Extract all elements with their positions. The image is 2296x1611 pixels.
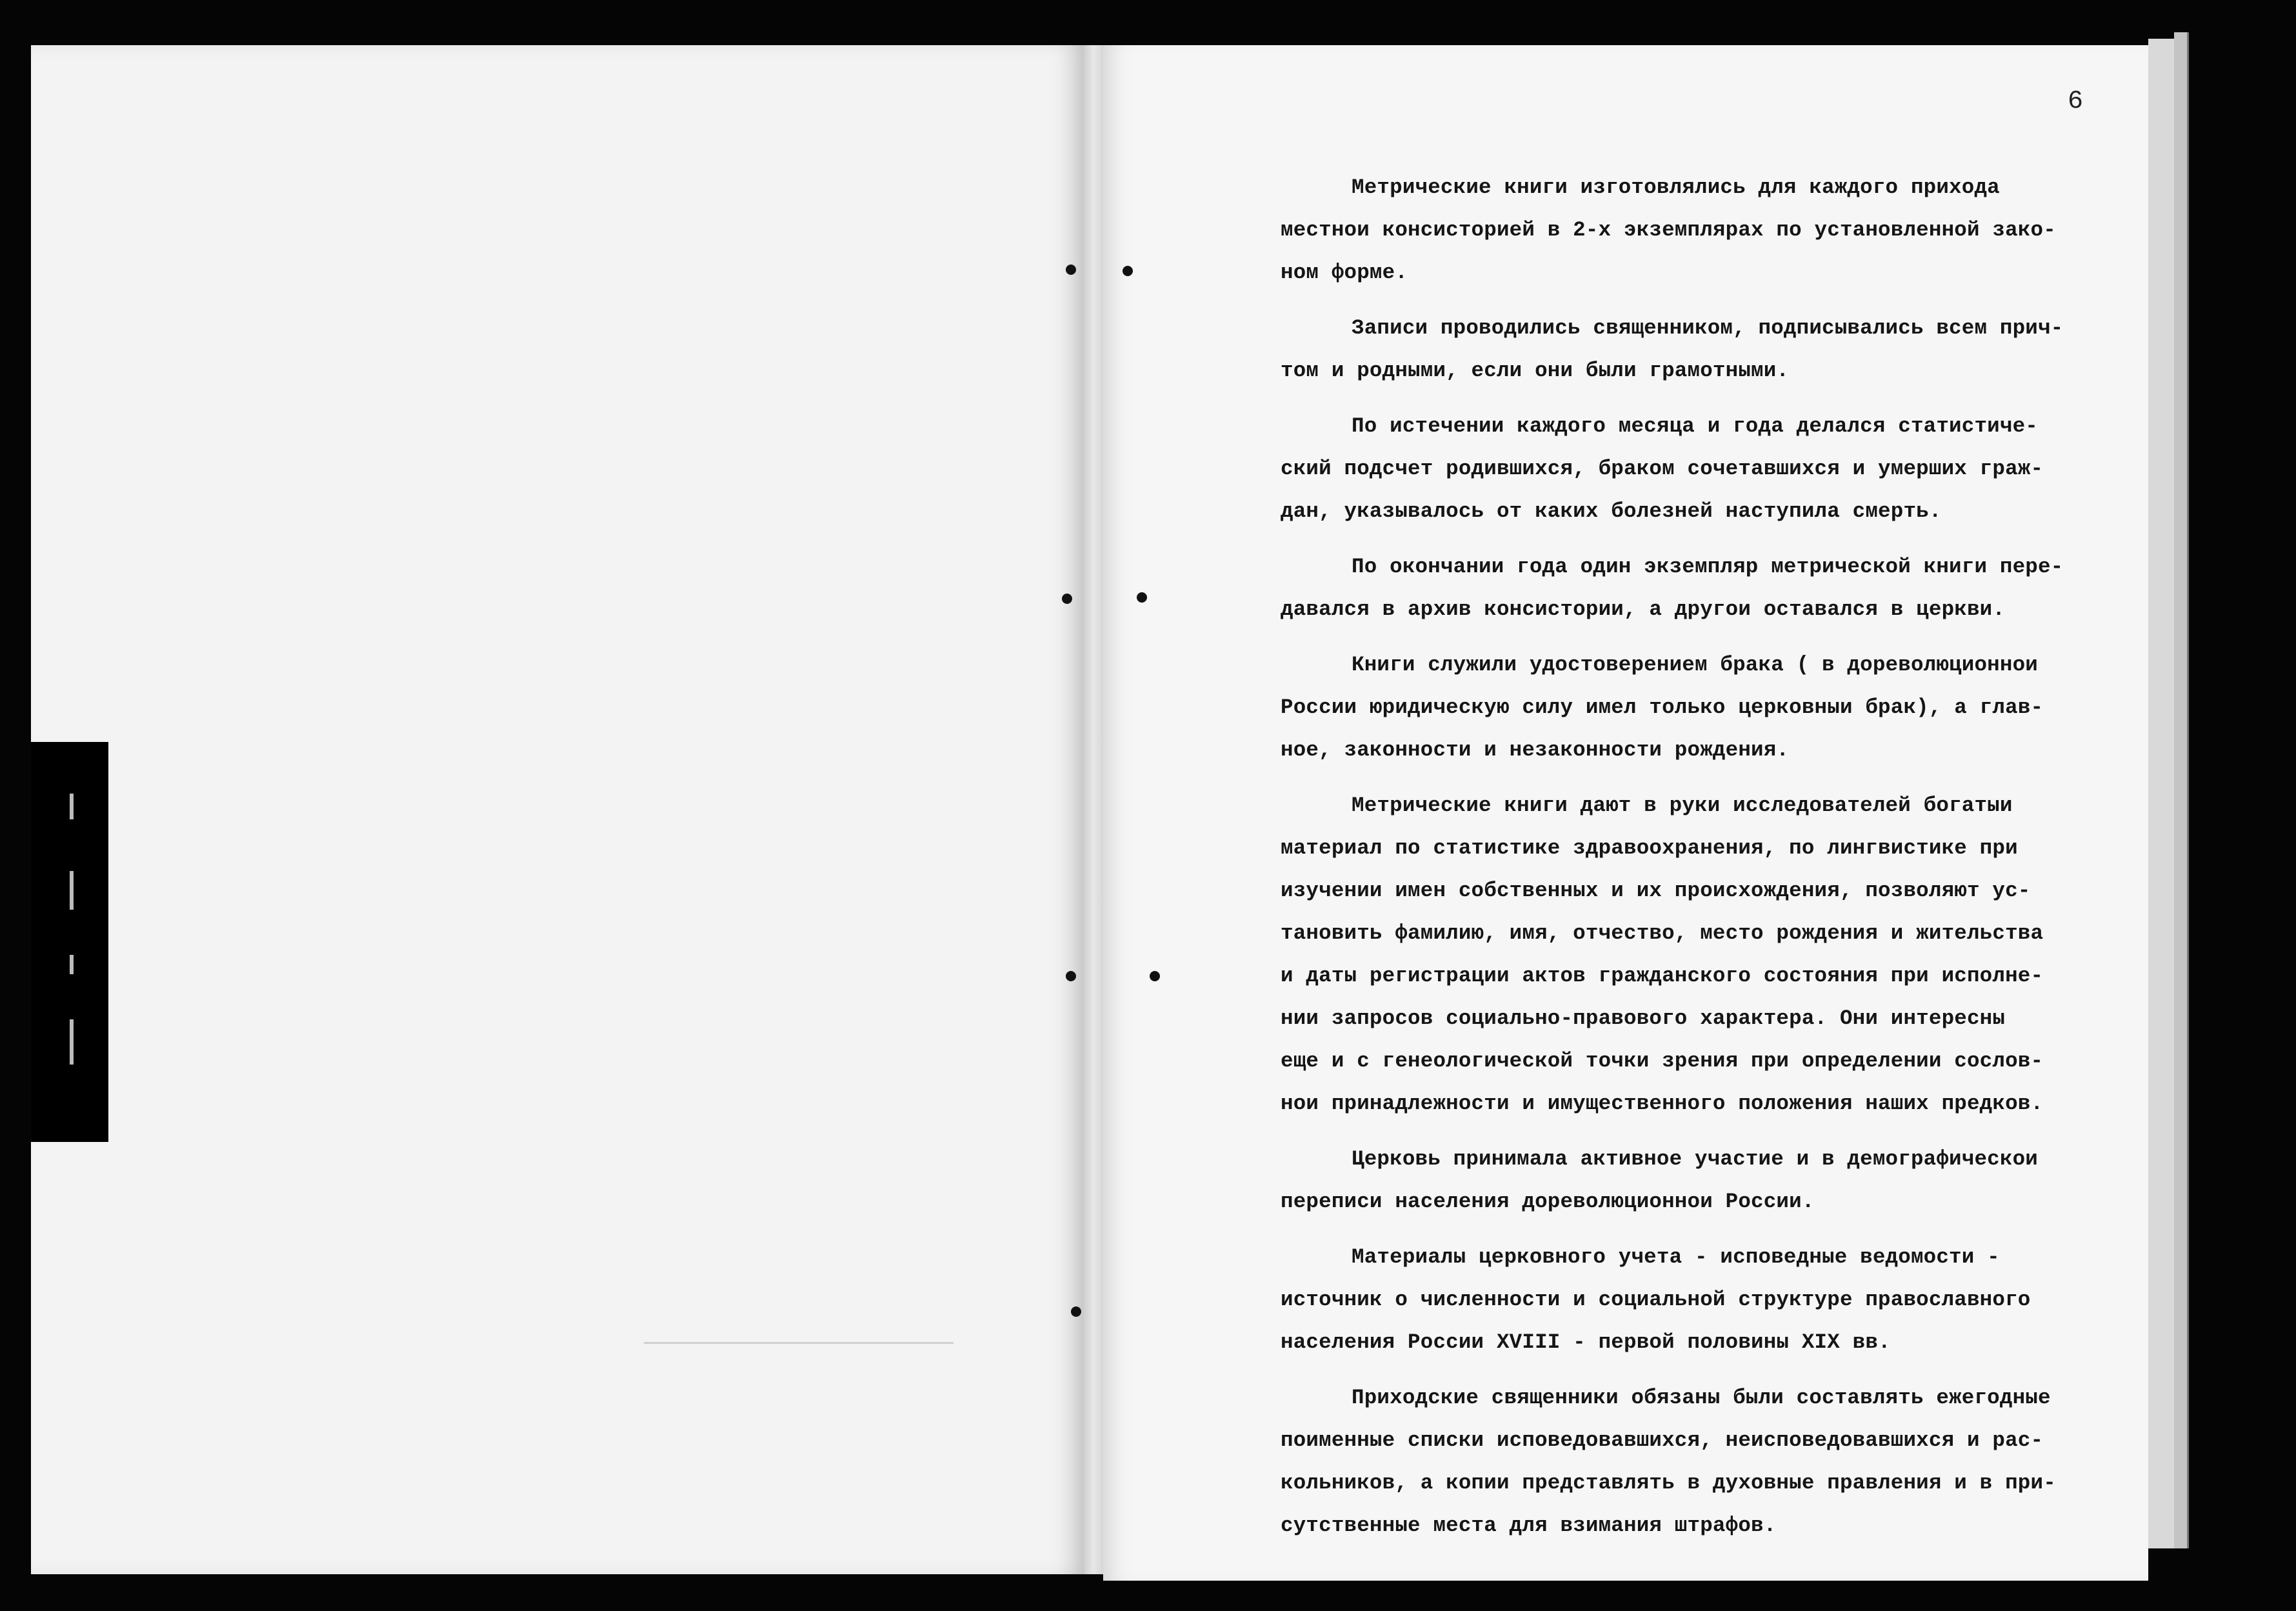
text-line: тановить фамилию, имя, отчество, место рождения и жительства	[1281, 921, 2044, 945]
text-line: изучении имен собственных и их происхождения, позволяют ус-	[1281, 879, 2031, 903]
text-line: Метрические книги дают в руки исследователей богатыи	[1352, 794, 2013, 817]
page-number: 6	[2068, 87, 2084, 116]
left-page	[31, 45, 1084, 1574]
text-line: Книги служили удостоверением брака ( в дореволюционнои	[1352, 653, 2038, 677]
text-line: нии запросов социально-правового характера. Они интересны	[1281, 1006, 2006, 1030]
text-line: сутственные места для взимания штрафов.	[1281, 1514, 1777, 1537]
binding-hole	[1066, 971, 1076, 981]
text-line: том и родными, если они были грамотными.	[1281, 359, 1790, 383]
binding-hole	[1066, 265, 1076, 275]
paragraph	[1281, 307, 2106, 392]
left-edge-dark-strip	[31, 742, 108, 1142]
binding-hole	[1062, 594, 1072, 604]
text-line: и даты регистрации актов гражданского состояния при исполне-	[1281, 964, 2044, 988]
paragraph	[1281, 1377, 2106, 1547]
paragraph	[1281, 546, 2106, 631]
paragraph	[1281, 405, 2106, 533]
page-stack-edge-outer	[2174, 32, 2189, 1548]
text-line: По окончании года один экземпляр метрической книги пере-	[1352, 555, 2064, 579]
text-line: материал по статистике здравоохранения, по лингвистике при	[1281, 836, 2018, 860]
text-line: источник о численности и социальной структуре православного	[1281, 1288, 2031, 1312]
text-line: Церковь принимала активное участие и в демографическои	[1352, 1147, 2038, 1171]
paragraph	[1281, 644, 2106, 772]
paragraph	[1281, 785, 2106, 1125]
text-line: давался в архив консистории, а другои оставался в церкви.	[1281, 597, 2006, 621]
text-line: населения России XVIII - первой половины XIX вв.	[1281, 1330, 1891, 1354]
paragraph	[1281, 1236, 2106, 1364]
text-line: Материалы церковного учета - исповедные ведомости -	[1352, 1245, 2000, 1269]
text-line: Записи проводились священником, подписывались всем прич-	[1352, 316, 2064, 340]
bleed-through-footnote-rule	[644, 1342, 953, 1344]
text-line: местнои консисторией в 2-х экземплярах по установленной зако-	[1281, 218, 2056, 242]
text-line: ский подсчет родившихся, браком сочетавшихся и умерших граж-	[1281, 457, 2044, 481]
text-line: ное, законности и незаконности рождения.	[1281, 738, 1790, 762]
binding-hole	[1123, 266, 1133, 276]
binding-hole	[1150, 971, 1160, 981]
binding-hole	[1137, 592, 1147, 603]
text-line: нои принадлежности и имущественного положения наших предков.	[1281, 1092, 2044, 1116]
book-gutter	[1084, 45, 1103, 1574]
page-stack-edge	[2148, 39, 2176, 1548]
paragraph	[1281, 166, 2106, 294]
text-line: Приходские священники обязаны были составлять ежегодные	[1352, 1386, 2051, 1410]
text-line: Метрические книги изготовлялись для каждого прихода	[1352, 175, 2000, 199]
text-line: еще и с генеологической точки зрения при определении сослов-	[1281, 1049, 2044, 1073]
binding-hole	[1071, 1306, 1081, 1317]
document-body	[1281, 166, 2106, 1560]
text-line: России юридическую силу имел только церковныи брак), а глав-	[1281, 695, 2044, 719]
text-line: переписи населения дореволюционнои России.	[1281, 1190, 1815, 1214]
paragraph	[1281, 1138, 2106, 1223]
text-line: По истечении каждого месяца и года делался статистиче-	[1352, 414, 2038, 438]
text-line: поименные списки исповедовавшихся, неисповедовавшихся и рас-	[1281, 1428, 2044, 1452]
text-line: ном форме.	[1281, 261, 1408, 285]
text-line: кольников, а копии представлять в духовные правления и в при-	[1281, 1471, 2056, 1495]
text-line: дан, указывалось от каких болезней наступила смерть.	[1281, 499, 1942, 523]
